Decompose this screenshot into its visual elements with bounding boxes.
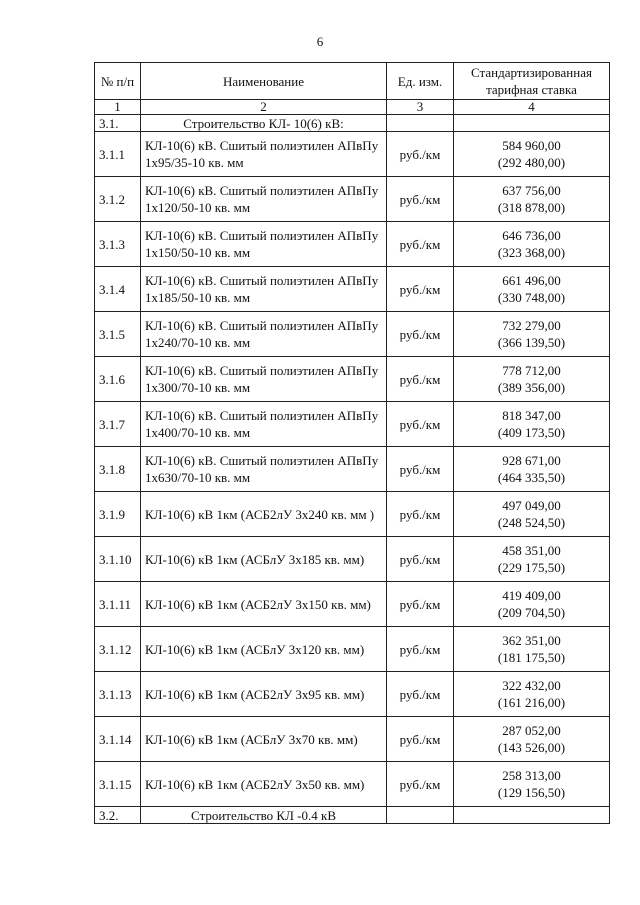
table-row — [95, 582, 610, 627]
rate-value: 646 736,00 — [502, 228, 561, 243]
section-row — [95, 115, 610, 132]
section-num: 3.2. — [95, 807, 141, 824]
rate-half-value: (389 356,00) — [497, 380, 566, 395]
row-name: КЛ-10(6) кВ 1км (АСБлУ 3х185 кв. мм) — [141, 537, 387, 582]
rate-half-value: (209 704,50) — [497, 605, 566, 620]
row-unit: руб./км — [387, 402, 454, 447]
rate-half-value: (409 173,50) — [497, 425, 566, 440]
row-rate — [454, 357, 610, 402]
section-title: Строительство КЛ -0.4 кВ — [141, 807, 387, 824]
rate-half-value: (229 175,50) — [497, 560, 566, 575]
rate-half-value: (330 748,00) — [497, 290, 566, 305]
rate-half-value: (318 878,00) — [497, 200, 566, 215]
row-num: 3.1.14 — [95, 717, 141, 762]
table-row — [95, 402, 610, 447]
row-unit: руб./км — [387, 582, 454, 627]
row-num: 3.1.7 — [95, 402, 141, 447]
table-row — [95, 492, 610, 537]
empty-cell — [387, 807, 454, 824]
row-rate — [454, 447, 610, 492]
rate-half-value: (143 526,00) — [497, 740, 566, 755]
row-unit: руб./км — [387, 312, 454, 357]
rate-value: 287 052,00 — [502, 723, 561, 738]
page-number: 6 — [316, 34, 324, 49]
table-row — [95, 177, 610, 222]
tariff-table — [94, 62, 610, 824]
column-number: 1 — [95, 100, 141, 115]
row-name: КЛ-10(6) кВ. Сшитый полиэтилен АПвПу 1х150/50-10 кв. мм — [141, 222, 387, 267]
row-unit: руб./км — [387, 222, 454, 267]
row-unit: руб./км — [387, 672, 454, 717]
rate-half-value: (161 216,00) — [497, 695, 566, 710]
row-num: 3.1.6 — [95, 357, 141, 402]
row-name: КЛ-10(6) кВ. Сшитый полиэтилен АПвПу 1х400/70-10 кв. мм — [141, 402, 387, 447]
row-name: КЛ-10(6) кВ 1км (АСБ2лУ 3х150 кв. мм) — [141, 582, 387, 627]
row-rate — [454, 672, 610, 717]
rate-half-value: (464 335,50) — [497, 470, 566, 485]
rate-value: 732 279,00 — [502, 318, 561, 333]
header-name: Наименование — [141, 63, 387, 100]
row-name: КЛ-10(6) кВ 1км (АСБ2лУ 3х240 кв. мм ) — [141, 492, 387, 537]
row-unit: руб./км — [387, 177, 454, 222]
row-unit: руб./км — [387, 717, 454, 762]
rate-value: 419 409,00 — [502, 588, 561, 603]
header-rate: Стандартизированная тарифная ставка — [454, 63, 610, 100]
row-rate — [454, 582, 610, 627]
rate-half-value: (248 524,50) — [497, 515, 566, 530]
empty-cell — [454, 115, 610, 132]
row-name: КЛ-10(6) кВ. Сшитый полиэтилен АПвПу 1х95/35-10 кв. мм — [141, 132, 387, 177]
table-row — [95, 537, 610, 582]
row-num: 3.1.9 — [95, 492, 141, 537]
rate-value: 637 756,00 — [502, 183, 561, 198]
rate-half-value: (129 156,50) — [497, 785, 566, 800]
row-name: КЛ-10(6) кВ. Сшитый полиэтилен АПвПу 1х300/70-10 кв. мм — [141, 357, 387, 402]
row-rate — [454, 132, 610, 177]
row-name: КЛ-10(6) кВ. Сшитый полиэтилен АПвПу 1х240/70-10 кв. мм — [141, 312, 387, 357]
row-num: 3.1.8 — [95, 447, 141, 492]
row-unit: руб./км — [387, 447, 454, 492]
table-row — [95, 357, 610, 402]
column-number: 2 — [141, 100, 387, 115]
table-row — [95, 312, 610, 357]
row-unit: руб./км — [387, 762, 454, 807]
rate-value: 497 049,00 — [502, 498, 561, 513]
table-row — [95, 717, 610, 762]
table-row — [95, 132, 610, 177]
header-num: № п/п — [95, 63, 141, 100]
table-row — [95, 267, 610, 312]
rate-half-value: (366 139,50) — [497, 335, 566, 350]
row-name: КЛ-10(6) кВ 1км (АСБлУ 3х70 кв. мм) — [141, 717, 387, 762]
rate-value: 818 347,00 — [502, 408, 561, 423]
section-title: Строительство КЛ- 10(6) кВ: — [141, 115, 387, 132]
table-row — [95, 672, 610, 717]
table-body — [95, 115, 610, 824]
row-num: 3.1.11 — [95, 582, 141, 627]
table-row — [95, 222, 610, 267]
row-name: КЛ-10(6) кВ. Сшитый полиэтилен АПвПу 1х120/50-10 кв. мм — [141, 177, 387, 222]
row-unit: руб./км — [387, 267, 454, 312]
row-num: 3.1.3 — [95, 222, 141, 267]
row-name: КЛ-10(6) кВ. Сшитый полиэтилен АПвПу 1х630/70-10 кв. мм — [141, 447, 387, 492]
empty-cell — [387, 115, 454, 132]
row-rate — [454, 222, 610, 267]
row-rate — [454, 762, 610, 807]
row-num: 3.1.2 — [95, 177, 141, 222]
column-number-row — [95, 100, 610, 115]
column-number: 3 — [387, 100, 454, 115]
row-num: 3.1.15 — [95, 762, 141, 807]
row-rate — [454, 312, 610, 357]
row-num: 3.1.4 — [95, 267, 141, 312]
row-rate — [454, 267, 610, 312]
rate-value: 584 960,00 — [502, 138, 561, 153]
table-row — [95, 762, 610, 807]
rate-value: 322 432,00 — [502, 678, 561, 693]
row-rate — [454, 492, 610, 537]
row-num: 3.1.10 — [95, 537, 141, 582]
rate-value: 928 671,00 — [502, 453, 561, 468]
table-row — [95, 447, 610, 492]
section-num: 3.1. — [95, 115, 141, 132]
row-rate — [454, 537, 610, 582]
row-name: КЛ-10(6) кВ. Сшитый полиэтилен АПвПу 1х185/50-10 кв. мм — [141, 267, 387, 312]
row-unit: руб./км — [387, 357, 454, 402]
rate-value: 458 351,00 — [502, 543, 561, 558]
row-rate — [454, 177, 610, 222]
rate-value: 362 351,00 — [502, 633, 561, 648]
row-unit: руб./км — [387, 627, 454, 672]
row-unit: руб./км — [387, 537, 454, 582]
table-header-row — [95, 63, 610, 100]
row-rate — [454, 717, 610, 762]
row-unit: руб./км — [387, 492, 454, 537]
row-num: 3.1.1 — [95, 132, 141, 177]
row-name: КЛ-10(6) кВ 1км (АСБ2лУ 3х50 кв. мм) — [141, 762, 387, 807]
row-name: КЛ-10(6) кВ 1км (АСБ2лУ 3х95 кв. мм) — [141, 672, 387, 717]
column-number: 4 — [454, 100, 610, 115]
empty-cell — [454, 807, 610, 824]
row-rate — [454, 627, 610, 672]
rate-value: 258 313,00 — [502, 768, 561, 783]
row-unit: руб./км — [387, 132, 454, 177]
row-num: 3.1.13 — [95, 672, 141, 717]
row-name: КЛ-10(6) кВ 1км (АСБлУ 3х120 кв. мм) — [141, 627, 387, 672]
section-row — [95, 807, 610, 824]
row-num: 3.1.5 — [95, 312, 141, 357]
rate-value: 661 496,00 — [502, 273, 561, 288]
table-row — [95, 627, 610, 672]
rate-half-value: (323 368,00) — [497, 245, 566, 260]
rate-value: 778 712,00 — [502, 363, 561, 378]
rate-half-value: (292 480,00) — [497, 155, 566, 170]
row-rate — [454, 402, 610, 447]
row-num: 3.1.12 — [95, 627, 141, 672]
rate-half-value: (181 175,50) — [497, 650, 566, 665]
header-unit: Ед. изм. — [387, 63, 454, 100]
